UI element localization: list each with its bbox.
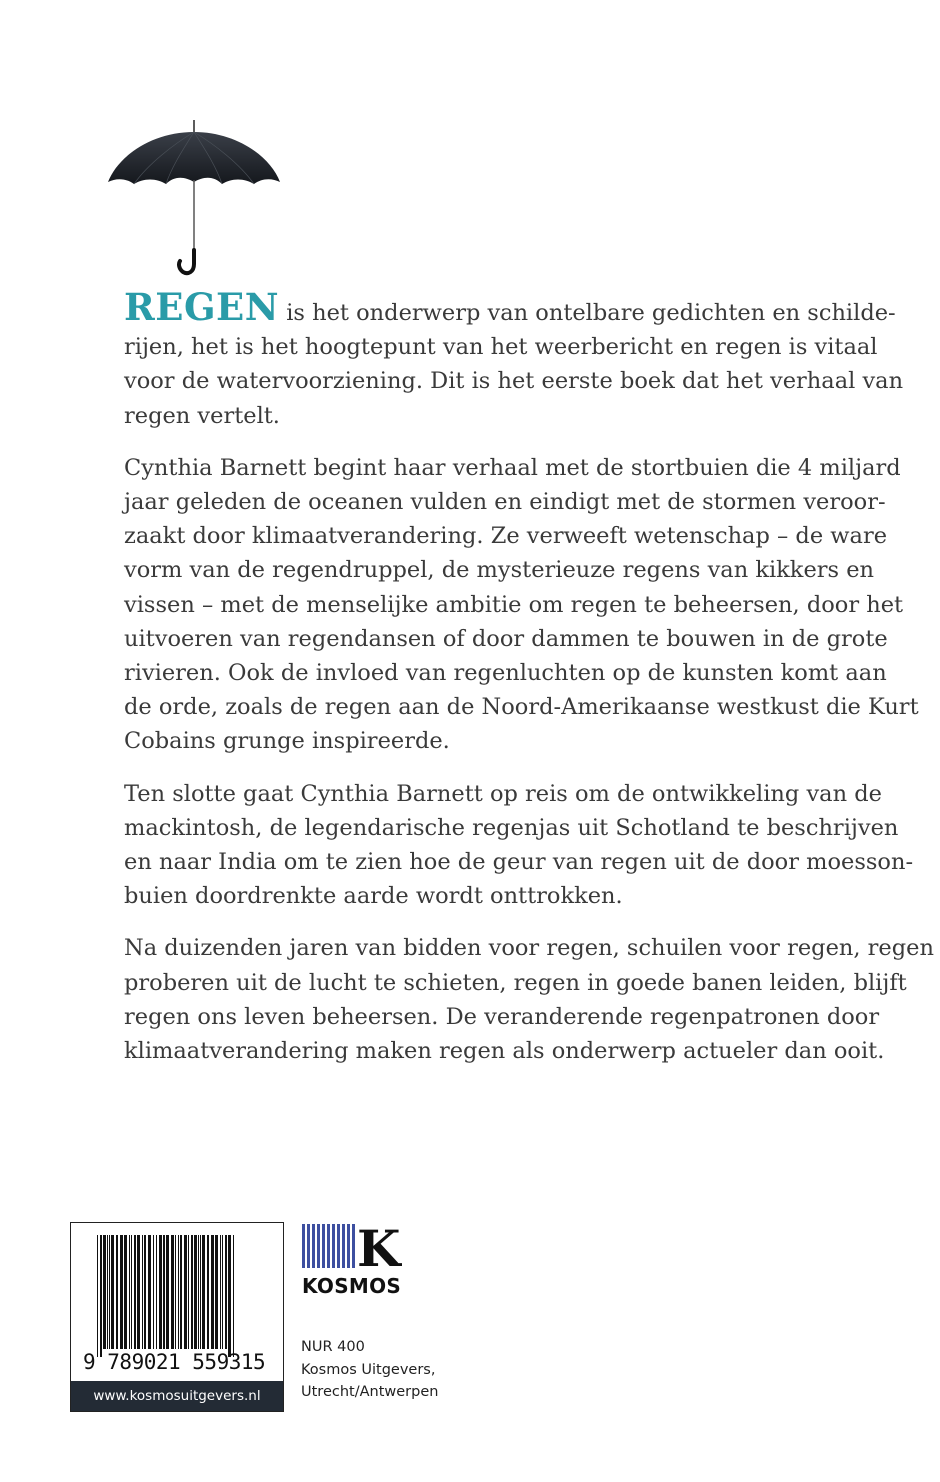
paragraph-3	[124, 777, 914, 914]
barcode-bar	[198, 1235, 199, 1349]
barcode-bar	[97, 1235, 98, 1357]
logo-name: KOSMOS	[302, 1274, 402, 1298]
barcode-bar	[228, 1235, 231, 1357]
publisher-name: Kosmos Uitgevers,	[301, 1361, 436, 1378]
barcode-bar	[225, 1235, 227, 1349]
barcode-bar	[142, 1235, 143, 1349]
barcode-bar	[188, 1235, 189, 1349]
umbrella-icon	[104, 118, 284, 278]
barcode-bar	[215, 1235, 218, 1349]
text-line: klimaatverandering maken regen als onderwerp actueler dan ooit.	[124, 1038, 885, 1065]
text-line: vorm van de regendruppel, de mysterieuze regens van kikkers en	[124, 557, 875, 584]
logo-letter: K	[357, 1222, 401, 1278]
text-line: buien doordrenkte aarde wordt onttrokken.	[124, 883, 623, 910]
text-line	[124, 285, 896, 330]
blurb	[124, 285, 934, 1086]
text-line: uitvoeren van regendansen of door dammen te bouwen in de grote	[124, 625, 888, 652]
barcode-bar	[200, 1235, 201, 1349]
barcode-bar	[137, 1235, 140, 1349]
text-line: Cynthia Barnett begint haar verhaal met de stortbuien die 4 miljard	[124, 454, 901, 481]
text-line-segment: is het onderwerp van ontelbare gedichten en schilde-	[279, 300, 896, 326]
barcode-bar	[178, 1235, 179, 1349]
text-line: Na duizenden jaren van bidden voor regen, schuilen voor regen, regen	[124, 935, 934, 962]
text-line: Ten slotte gaat Cynthia Barnett op reis om de ontwikkeling van de	[124, 780, 882, 807]
barcode-bar	[220, 1235, 221, 1349]
barcode-bar	[134, 1235, 136, 1349]
barcode-box	[70, 1222, 284, 1412]
barcode-bar	[202, 1235, 205, 1349]
imprint	[301, 1336, 438, 1404]
barcode-bar	[180, 1235, 182, 1349]
publisher-location: Utrecht/Antwerpen	[301, 1384, 439, 1400]
text-line: regen vertelt.	[124, 402, 280, 429]
barcode-bar	[191, 1235, 193, 1349]
barcode-bar	[171, 1235, 174, 1349]
barcode-bar	[207, 1235, 209, 1349]
text-line: regen ons leven beheersen. De veranderende regenpatronen door	[124, 1003, 880, 1030]
lead-word: REGEN	[124, 285, 280, 329]
barcode-bar	[194, 1235, 197, 1349]
text-line: vissen – met de menselijke ambitie om regen te beheersen, door het	[124, 591, 904, 618]
barcode-bar	[116, 1235, 118, 1349]
barcode-bar	[233, 1235, 234, 1357]
text-line: mackintosh, de legendarische regenjas uit Schotland te beschrijven	[124, 814, 899, 841]
paragraph-4	[124, 931, 934, 1068]
text-line: rivieren. Ook de invloed van regenluchten op de kunsten komt aan	[124, 660, 887, 687]
barcode-bar	[131, 1235, 132, 1349]
barcode-bar	[153, 1235, 154, 1349]
text-line: zaakt door klimaatverandering. Ze verweeft wetenschap – de ware	[124, 523, 888, 550]
barcode-bar	[166, 1235, 169, 1349]
text-line: voor de watervoorziening. Dit is het eerste boek dat het verhaal van	[124, 368, 904, 395]
barcode-bar	[184, 1235, 187, 1349]
barcode-bar	[107, 1235, 108, 1349]
nur-code: NUR 400	[301, 1339, 365, 1355]
barcode-bar	[144, 1235, 146, 1349]
barcode-bar	[111, 1235, 114, 1349]
paragraph-1	[124, 285, 904, 433]
text-line: jaar geleden de oceanen vulden en eindigt met de stormen veroor-	[124, 489, 886, 516]
barcode-bar	[163, 1235, 165, 1349]
barcode-bar	[175, 1235, 176, 1349]
barcode-bar	[222, 1235, 223, 1349]
barcode-bar	[100, 1235, 102, 1357]
barcode-bar	[211, 1235, 214, 1349]
text-line: rijen, het is het hoogtepunt van het weerbericht en regen is vitaal	[124, 334, 878, 361]
barcode-bar	[159, 1235, 162, 1349]
barcode-bar	[129, 1235, 130, 1349]
text-line: de orde, zoals de regen aan de Noord-Amerikaanse westkust die Kurt	[124, 694, 919, 721]
barcode-bar	[148, 1235, 151, 1349]
paragraph-2	[124, 451, 919, 759]
barcode-bar	[156, 1235, 157, 1349]
text-line: Cobains grunge inspireerde.	[124, 728, 450, 755]
isbn-number: 9 789021 559315	[83, 1350, 266, 1374]
text-line: en naar India om te zien hoe de geur van regen uit de door moesson-	[124, 849, 914, 876]
barcode-bar	[124, 1235, 127, 1349]
publisher-website: www.kosmosuitgevers.nl	[71, 1381, 283, 1411]
text-line: proberen uit de lucht te schieten, regen in goede banen leiden, blijft	[124, 969, 907, 996]
barcode-bar	[120, 1235, 123, 1349]
barcode-bar	[103, 1235, 106, 1349]
barcode-bar	[109, 1235, 110, 1349]
